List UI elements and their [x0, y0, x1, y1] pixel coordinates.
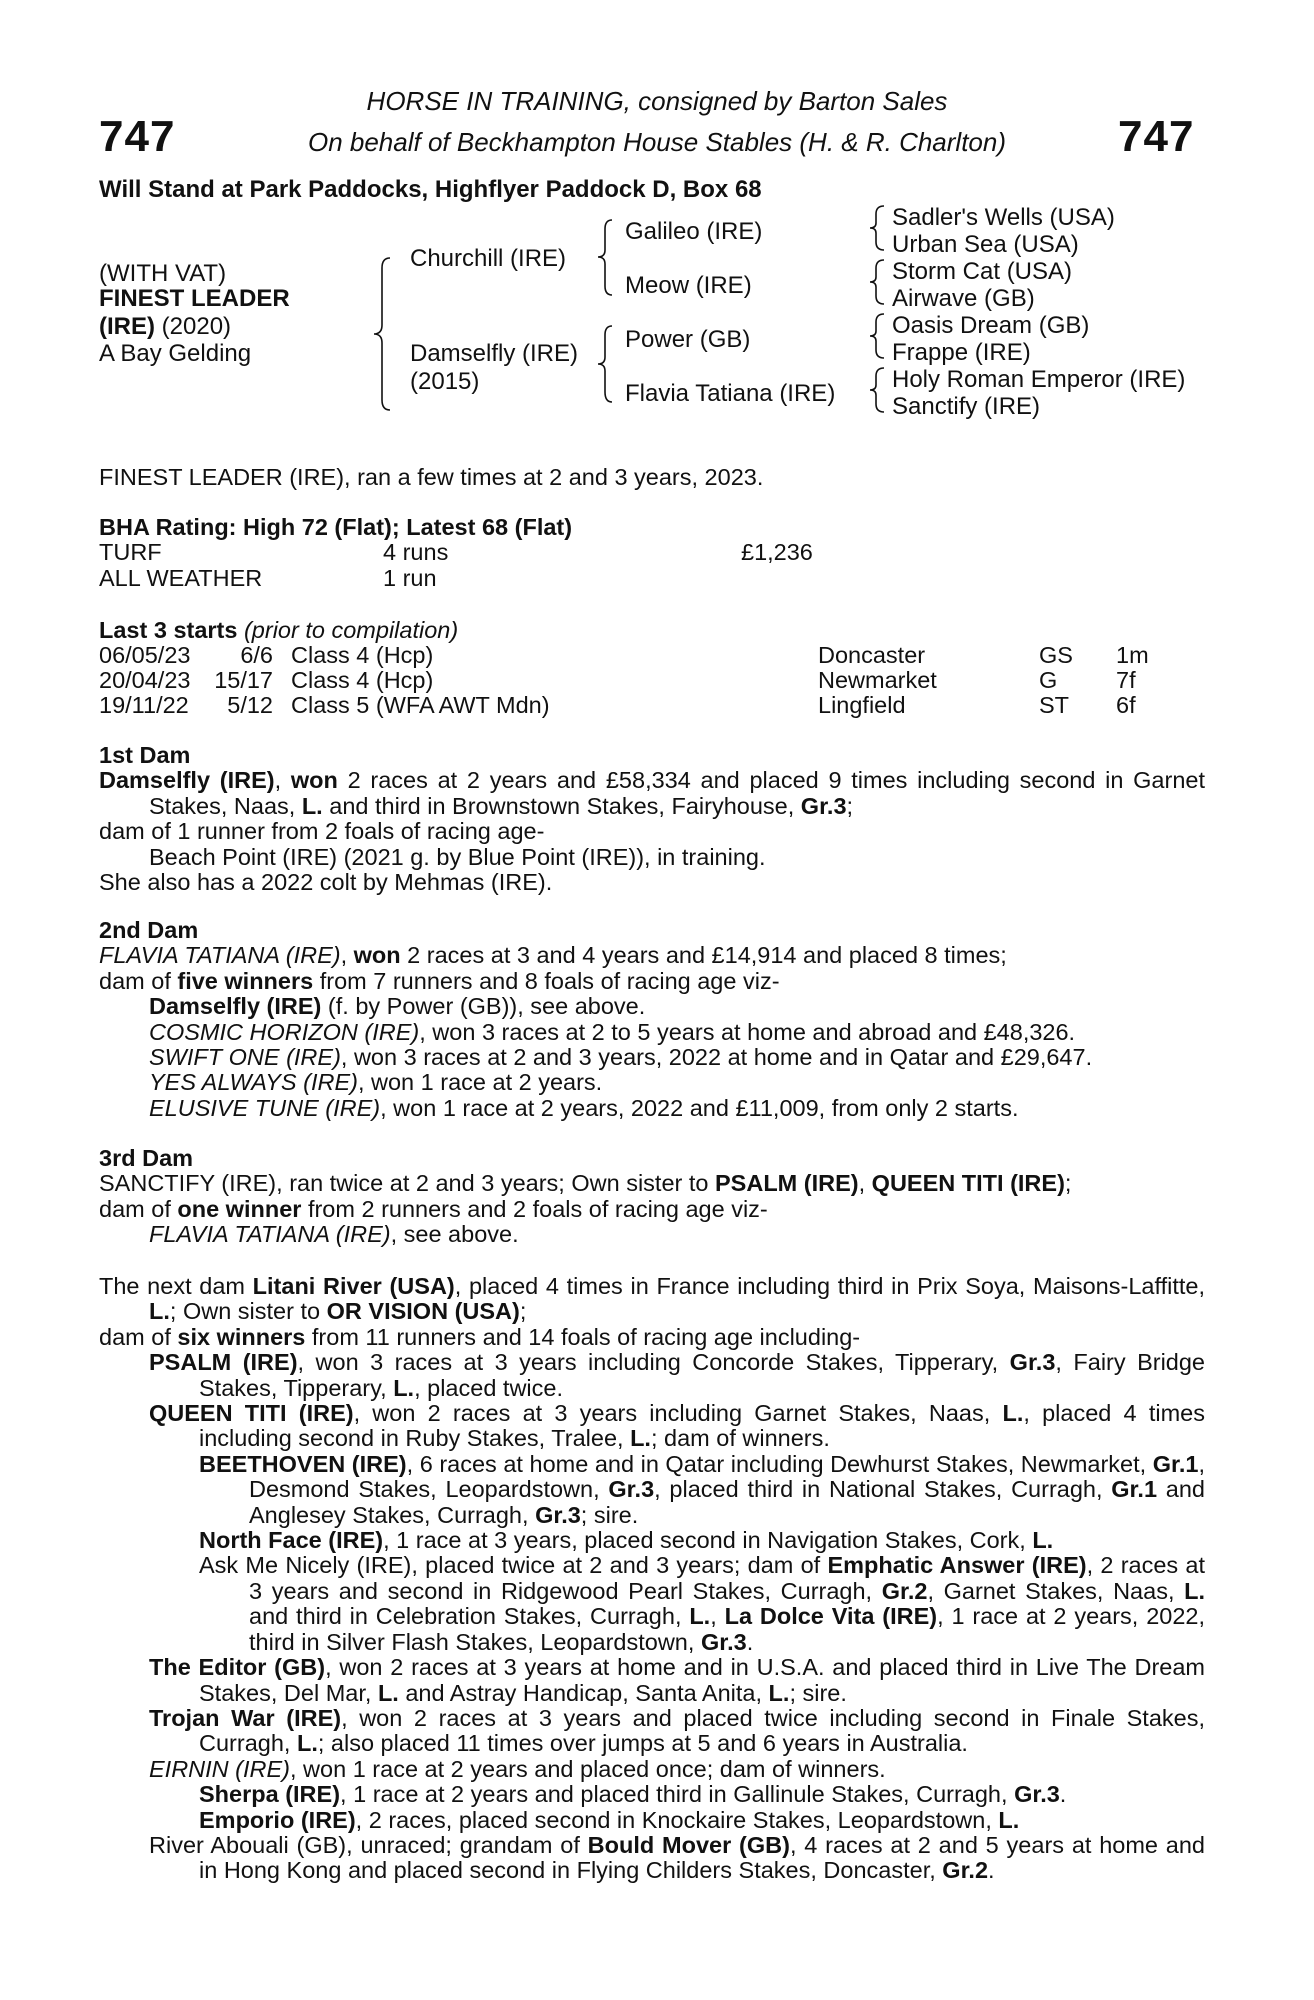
- list-item: BEETHOVEN (IRE), 6 races at home and in Qatar including Dewhurst Stakes, Newmarket, Gr.1, Desmond Stakes, Leopardstown, Gr.3, placed third in National Stakes, Curragh, Gr.1 and Anglesey Stakes, Curragh, Gr.3; sire.: [199, 1450, 1205, 1528]
- start-position: 5/12: [227, 692, 273, 718]
- first-dam-runner: Beach Point (IRE) (2021 g. by Blue Point (IRE)), in training.: [149, 843, 766, 870]
- next-dam-section: [99, 1274, 1205, 1884]
- second-dam-produce: dam of five winners from 7 runners and 8 foals of racing age viz-: [99, 967, 780, 994]
- next-dam-produce: dam of six winners from 11 runners and 14 foals of racing age including-: [99, 1323, 861, 1350]
- start-distance: 6f: [1116, 692, 1136, 718]
- vendor-line: On behalf of Beckhampton House Stables (H. & R. Charlton): [307, 127, 1006, 157]
- third-dam-section: [99, 1146, 1205, 1248]
- second-dam-heading: 2nd Dam: [99, 917, 199, 943]
- turf-prize: £1,236: [741, 539, 813, 565]
- start-going: GS: [1039, 642, 1073, 668]
- pedigree-sire-sire: Galileo (IRE): [625, 218, 763, 245]
- start-date: 06/05/23: [99, 642, 191, 668]
- list-item: EIRNIN (IRE), won 1 race at 2 years and placed once; dam of winners.: [149, 1755, 886, 1782]
- second-dam-record: FLAVIA TATIANA (IRE), won 2 races at 3 and 4 years and £14,914 and placed 8 times;: [99, 942, 1007, 969]
- start-distance: 7f: [1116, 667, 1136, 693]
- list-item: Damselfly (IRE) (f. by Power (GB)), see above.: [149, 993, 646, 1020]
- start-position: 15/17: [214, 667, 273, 693]
- vat-status: (WITH VAT): [99, 260, 227, 287]
- start-course: Lingfield: [818, 692, 906, 718]
- list-item: PSALM (IRE), won 3 races at 3 years including Concorde Stakes, Tipperary, Gr.3, Fairy Bridge Stakes, Tipperary, L., placed twice.: [149, 1349, 1206, 1401]
- list-item: QUEEN TITI (IRE), won 2 races at 3 years including Garnet Stakes, Naas, L., placed 4 times including second in Ruby Stakes, Tralee, L.; dam of winners.: [149, 1400, 1205, 1452]
- first-dam-section: [99, 743, 1205, 895]
- race-summary: FINEST LEADER (IRE), ran a few times at 2 and 3 years, 2023.: [99, 464, 764, 490]
- list-item: FLAVIA TATIANA (IRE), see above.: [149, 1221, 519, 1248]
- pedigree-dam: Damselfly (IRE): [410, 340, 579, 367]
- list-item: YES ALWAYS (IRE), won 1 race at 2 years.: [149, 1069, 603, 1096]
- first-dam-note: She also has a 2022 colt by Mehmas (IRE).: [99, 869, 553, 896]
- start-going: ST: [1039, 692, 1070, 718]
- list-item: SWIFT ONE (IRE), won 3 races at 2 and 3 years, 2022 at home and in Qatar and £29,647.: [149, 1044, 1093, 1071]
- pedigree-g3-6: Frappe (IRE): [892, 339, 1031, 366]
- third-dam-heading: 3rd Dam: [99, 1145, 194, 1171]
- start-distance: 1m: [1116, 642, 1149, 668]
- pedigree-g3-2: Urban Sea (USA): [892, 231, 1079, 258]
- first-dam-record: Damselfly (IRE), won 2 races at 2 years and £58,334 and placed 9 times including second in Garnet Stakes, Naas, L. and third in Brownstown Stakes, Fairyhouse, Gr.3;: [99, 767, 1205, 819]
- start-date: 20/04/23: [99, 667, 191, 693]
- start-race: Class 5 (WFA AWT Mdn): [291, 692, 550, 718]
- list-item: The Editor (GB), won 2 races at 3 years at home and in U.S.A. and placed third in Live The Dream Stakes, Del Mar, L. and Astray Handicap, Santa Anita, L.; sire.: [149, 1654, 1206, 1706]
- last-starts-heading: Last 3 starts (prior to compilation): [99, 617, 459, 643]
- start-date: 19/11/22: [99, 692, 189, 718]
- list-item: River Abouali (GB), unraced; grandam of Bould Mover (GB), 4 races at 2 and 5 years at home and in Hong Kong and placed second in Flying Childers Stakes, Doncaster, Gr.2.: [149, 1831, 1206, 1884]
- turf-label: TURF: [99, 539, 162, 565]
- horse-description: A Bay Gelding: [99, 340, 252, 367]
- lot-number-left: 747: [99, 112, 176, 161]
- consignment-line: HORSE IN TRAINING, consigned by Barton Sales: [366, 86, 948, 116]
- third-dam-record: SANCTIFY (IRE), ran twice at 2 and 3 years; Own sister to PSALM (IRE), QUEEN TITI (IRE);: [99, 1170, 1072, 1197]
- aw-runs: 1 run: [383, 565, 437, 591]
- horse-name: FINEST LEADER: [99, 285, 290, 312]
- lot-number-right: 747: [1118, 112, 1195, 161]
- third-dam-produce: dam of one winner from 2 runners and 2 foals of racing age viz-: [99, 1195, 768, 1222]
- next-dam-record: The next dam Litani River (USA), placed 4 times in France including third in Prix Soya, Maisons-Laffitte, L.; Own sister to OR VISION (USA);: [99, 1273, 1205, 1325]
- start-course: Doncaster: [818, 642, 926, 668]
- pedigree-g3-3: Storm Cat (USA): [892, 258, 1073, 285]
- first-dam-produce: dam of 1 runner from 2 foals of racing age-: [99, 818, 545, 845]
- list-item: Trojan War (IRE), won 2 races at 3 years and placed twice including second in Finale Stakes, Curragh, L.; also placed 11 times over jumps at 5 and 6 years in Australia.: [149, 1704, 1206, 1757]
- start-race: Class 4 (Hcp): [291, 642, 434, 668]
- turf-runs: 4 runs: [383, 539, 449, 565]
- list-item: Ask Me Nicely (IRE), placed twice at 2 and 3 years; dam of Emphatic Answer (IRE), 2 races at 3 years and second in Ridgewood Pearl Stakes, Curragh, Gr.2, Garnet Stakes, Naas, L. and third in Celebration Stakes, Curragh, L., La Dolce Vita (IRE), 1 race at 2 years, 2022, third in Silver Flash Stakes, Leopardstown, Gr.3.: [199, 1552, 1206, 1655]
- start-course: Newmarket: [818, 667, 937, 693]
- pedigree-sire-dam: Meow (IRE): [625, 272, 752, 299]
- pedigree-g3-1: Sadler's Wells (USA): [892, 204, 1115, 231]
- pedigree-dam-year: (2015): [410, 368, 480, 395]
- pedigree-g3-5: Oasis Dream (GB): [892, 312, 1090, 339]
- list-item: Emporio (IRE), 2 races, placed second in Knockaire Stakes, Leopardstown, L.: [199, 1806, 1020, 1833]
- start-position: 6/6: [240, 642, 273, 668]
- pedigree-g3-7: Holy Roman Emperor (IRE): [892, 366, 1186, 393]
- pedigree-dam-dam: Flavia Tatiana (IRE): [625, 380, 836, 407]
- aw-label: ALL WEATHER: [99, 565, 263, 591]
- start-going: G: [1039, 667, 1058, 693]
- stabling-location: Will Stand at Park Paddocks, Highflyer Paddock D, Box 68: [99, 176, 762, 203]
- pedigree-sire: Churchill (IRE): [410, 245, 567, 272]
- bha-rating: BHA Rating: High 72 (Flat); Latest 68 (Flat): [99, 514, 573, 540]
- pedigree-g3-8: Sanctify (IRE): [892, 393, 1041, 420]
- list-item: ELUSIVE TUNE (IRE), won 1 race at 2 years, 2022 and £11,009, from only 2 starts.: [149, 1094, 1019, 1121]
- pedigree-g3-4: Airwave (GB): [892, 285, 1035, 312]
- first-dam-heading: 1st Dam: [99, 742, 191, 768]
- list-item: Sherpa (IRE), 1 race at 2 years and placed third in Gallinule Stakes, Curragh, Gr.3.: [199, 1781, 1067, 1808]
- second-dam-section: [99, 918, 1205, 1121]
- horse-origin-year: (IRE) (2020): [99, 313, 232, 340]
- list-item: COSMIC HORIZON (IRE), won 3 races at 2 to 5 years at home and abroad and £48,326.: [149, 1018, 1076, 1045]
- list-item: North Face (IRE), 1 race at 3 years, placed second in Navigation Stakes, Cork, L.: [199, 1527, 1054, 1554]
- start-race: Class 4 (Hcp): [291, 667, 434, 693]
- pedigree-dam-sire: Power (GB): [625, 326, 751, 353]
